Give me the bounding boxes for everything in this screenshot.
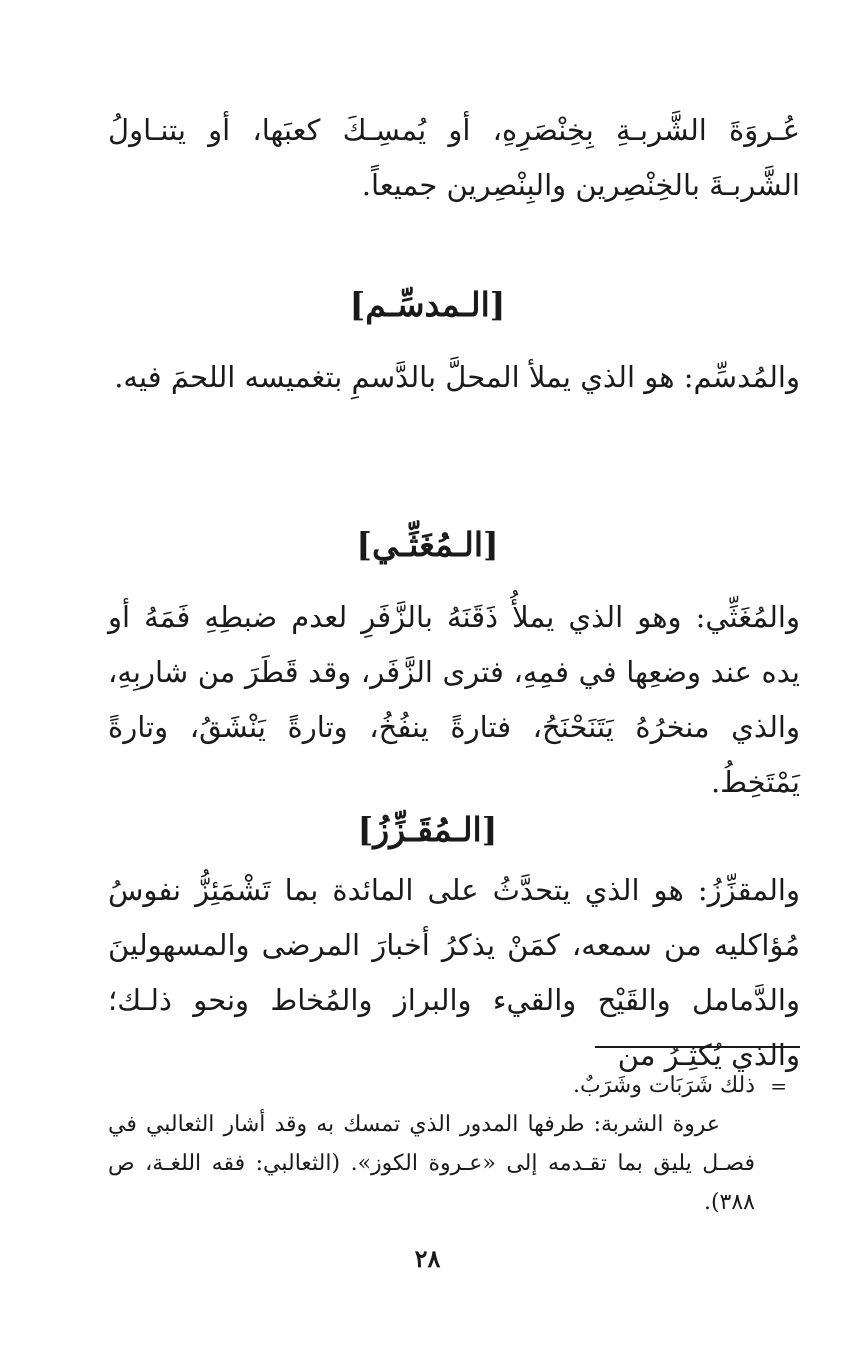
- footnote-text: عروة الشربة: طرفها المدور الذي تمسك به وقد أشار الثعالبي في فصـل يليق بما تقـدمه إلى «عـروة الكوز». (الثعالبي: فقه اللغـة، ص ٣٨٨).: [108, 1112, 755, 1215]
- page-number: ٢٨: [414, 1244, 441, 1273]
- section-text-mughaththi: والمُغَثِّي: وهو الذي يملأُ ذَقَنَهُ بالزَّفَرِ لعدم ضبطِهِ فَمَهُ أو يده عند وضعِها في فمِهِ، فترى الزَّفَر، وقد قَطَرَ من شاربِهِ، والذي منخرُهُ يَتَنَحْنَحُ، فتارةً ينفُخُ، وتارةً يَنْشَقُ، وتارةً يَمْتَخِطُ.: [108, 600, 800, 799]
- footnote-separator: [595, 1046, 800, 1048]
- section-heading-mudassim: [الـمدسِّـم]: [349, 285, 506, 324]
- section-text-muqazziz: والمقزِّزُ: هو الذي يتحدَّثُ على المائدة بما تَشْمَئِزُّ نفوسُ مُؤاكليه من سمعه، كمَنْ يذكرُ أخبارَ المرضى والمسهولينَ والدَّمامل والقَيْح والقيء والبراز والمُخاط ونحو ذلـك؛ والذي يُكثِـرُ من: [108, 873, 800, 1072]
- footnote-continuation-text: ذلك شَرَبَات وشَرَبٌ.: [572, 1073, 755, 1098]
- intro-paragraph: عُـروَةَ الشَّربـةِ بِخِنْصَرِهِ، أو يُمسِـكَ كعبَها، أو يتنـاولُ الشَّربـةَ بالخِنْصِرين والبِنْصِرين جميعاً.: [108, 113, 800, 202]
- footnote-continuation-marker: =: [770, 1074, 787, 1098]
- section-heading-mughaththi: [الـمُغَثِّـي]: [356, 525, 499, 564]
- section-heading-muqazziz: [الـمُقَـزِّزُ]: [357, 810, 498, 849]
- section-text-mudassim: والمُدسِّم: هو الذي يملأ المحلَّ بالدَّسمِ بتغميسه اللحمَ فيه.: [114, 360, 800, 394]
